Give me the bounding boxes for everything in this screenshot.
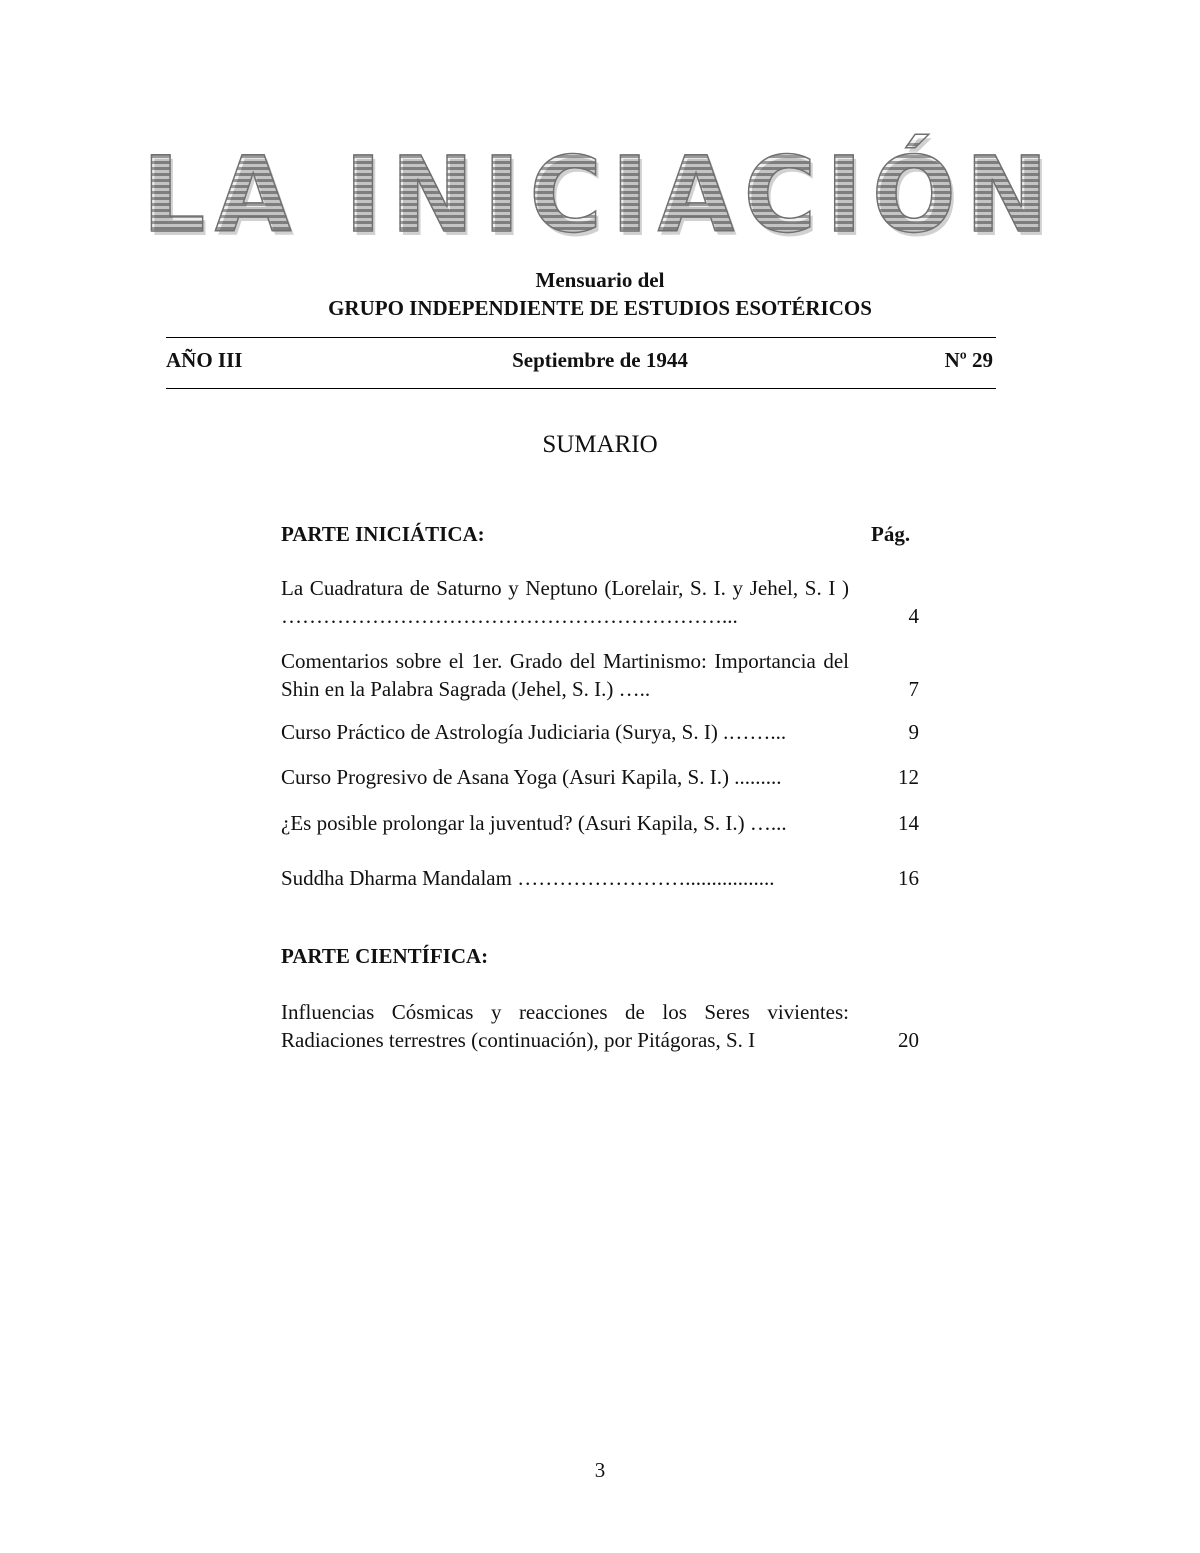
toc-entry [281,718,919,746]
issue-date: Septiembre de 1944 [512,348,688,372]
page-column-heading: Pág. [871,522,911,546]
sumario-heading: SUMARIO [542,431,658,458]
toc-entry [281,647,919,703]
toc-entry [281,998,919,1054]
issue-number: Nº 29 [944,348,993,372]
toc-entry-title: ¿Es posible prolongar la juventud? (Asuri Kapila, S. I.) …... [281,811,787,835]
header-line-1: Mensuario del [535,268,665,292]
bottom-divider [166,388,996,389]
toc-entry-title: Curso Práctico de Astrología Judiciaria (Surya, S. I) .……... [281,720,787,744]
toc-entry-page: 16 [898,866,919,890]
toc-entry-page: 14 [898,811,919,835]
toc-entry-title: Curso Progresivo de Asana Yoga (Asuri Kapila, S. I.) ......... [281,765,782,789]
toc-entry-page: 7 [908,677,919,701]
toc-entry-page: 4 [908,604,919,628]
toc-entry-title: Comentarios sobre el 1er. Grado del Martinismo: Importancia del Shin en la Palabra Sagrada (Jehel, S. I.) ….. [281,649,849,701]
toc-entry-page: 12 [898,765,919,789]
issue-year: AÑO III [166,348,243,372]
toc-entry-page: 20 [898,1028,919,1052]
masthead-title: LA INICIACIÓN [30,140,1170,250]
toc-entry-title: Suddha Dharma Mandalam ……………………................. [281,866,775,890]
toc-entry [281,864,919,892]
toc-entry [281,574,919,630]
toc-entry-page: 9 [908,720,919,744]
toc-entry [281,809,919,837]
section-heading-iniciatica: PARTE INICIÁTICA: [281,522,485,546]
toc-entry-title: La Cuadratura de Saturno y Neptuno (Lorelair, S. I. y Jehel, S. I ) ………………………………………………………... [281,576,849,628]
toc-entry [281,763,919,791]
page-number: 3 [594,1458,606,1482]
header-line-2: GRUPO INDEPENDIENTE DE ESTUDIOS ESOTÉRICOS [328,296,872,320]
toc-entry-title: Influencias Cósmicas y reacciones de los Seres vivientes: Radiaciones terrestres (continuación), por Pitágoras, S. I [281,1000,849,1052]
section-heading-cientifica: PARTE CIENTÍFICA: [281,944,489,968]
top-divider [166,337,996,338]
